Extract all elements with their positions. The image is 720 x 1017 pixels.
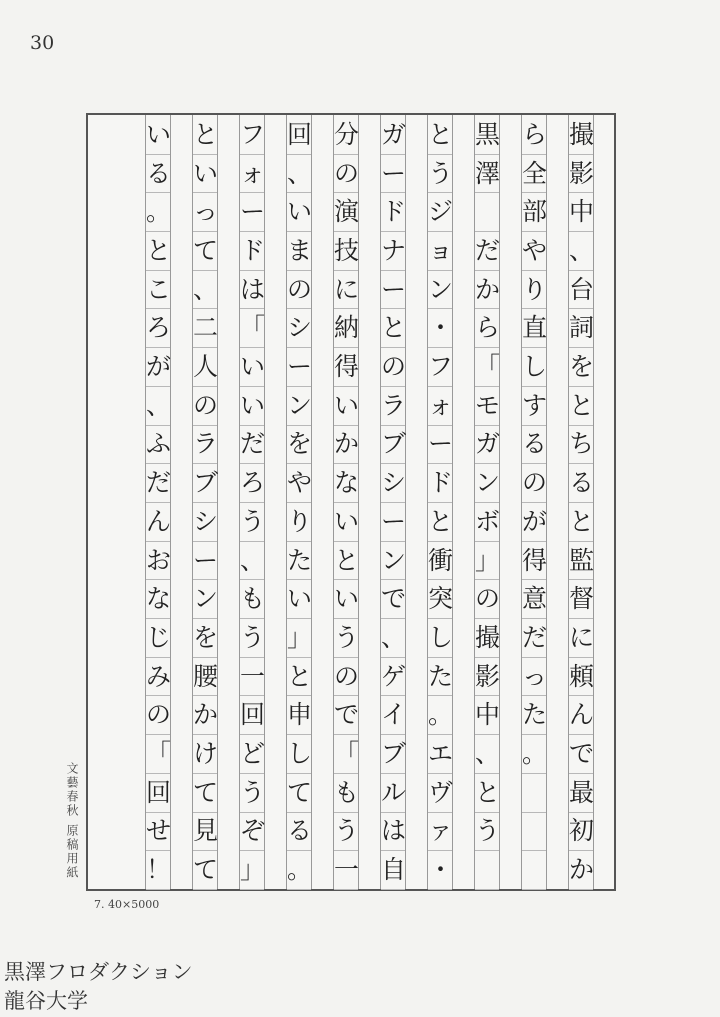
- manuscript-char: の: [522, 468, 548, 498]
- manuscript-char: い: [146, 119, 172, 149]
- manuscript-char: け: [193, 739, 219, 769]
- manuscript-char: ー: [287, 352, 313, 382]
- manuscript-char: 台: [569, 274, 595, 304]
- manuscript-char: だ: [475, 235, 501, 265]
- manuscript-char: て: [287, 777, 313, 807]
- manuscript-char: う: [240, 506, 266, 536]
- manuscript-char: 得: [522, 545, 548, 575]
- manuscript-column: [427, 115, 453, 889]
- manuscript-char: て: [193, 855, 219, 885]
- manuscript-char: ナ: [381, 235, 407, 265]
- manuscript-char: な: [334, 468, 360, 498]
- manuscript-char: シ: [381, 468, 407, 498]
- manuscript-char: や: [522, 235, 548, 265]
- manuscript-char: の: [381, 352, 407, 382]
- manuscript-char: と: [193, 119, 219, 149]
- manuscript-char: 」: [287, 622, 313, 652]
- manuscript-char: と: [146, 235, 172, 265]
- manuscript-char: し: [522, 352, 548, 382]
- manuscript-char: フ: [428, 352, 454, 382]
- manuscript-char: 中: [569, 197, 595, 227]
- manuscript-char: ろ: [146, 313, 172, 343]
- manuscript-char: 「: [475, 352, 501, 382]
- manuscript-char: 納: [334, 313, 360, 343]
- manuscript-char: 頼: [569, 661, 595, 691]
- manuscript-char: ・: [428, 313, 454, 343]
- manuscript-char: ん: [146, 506, 172, 536]
- manuscript-char: 二: [193, 313, 219, 343]
- manuscript-char: ド: [428, 468, 454, 498]
- manuscript-char: 。: [287, 855, 313, 885]
- manuscript-char: を: [193, 622, 219, 652]
- manuscript-char: ち: [569, 429, 595, 459]
- manuscript-char: 突: [428, 584, 454, 614]
- manuscript-char: ラ: [381, 390, 407, 420]
- manuscript-char: り: [287, 506, 313, 536]
- manuscript-char: な: [146, 584, 172, 614]
- manuscript-char: ら: [522, 119, 548, 149]
- manuscript-char: ぞ: [240, 816, 266, 846]
- manuscript-char: ー: [193, 545, 219, 575]
- manuscript-char: て: [193, 777, 219, 807]
- manuscript-char: ブ: [193, 468, 219, 498]
- manuscript-char: 黒: [475, 119, 501, 149]
- manuscript-char: 腰: [193, 661, 219, 691]
- manuscript-char: 、: [287, 158, 313, 188]
- manuscript-char: ラ: [193, 429, 219, 459]
- manuscript-char: ど: [240, 739, 266, 769]
- manuscript-char: っ: [522, 661, 548, 691]
- manuscript-char: ン: [287, 390, 313, 420]
- manuscript-char: 「: [334, 739, 360, 769]
- manuscript-char: [475, 199, 499, 224]
- manuscript-char: て: [193, 235, 219, 265]
- manuscript-char: と: [428, 506, 454, 536]
- manuscript-char: の: [334, 158, 360, 188]
- manuscript-char: モ: [475, 390, 501, 420]
- manuscript-char: た: [428, 661, 454, 691]
- manuscript-char: う: [334, 816, 360, 846]
- manuscript-char: 澤: [475, 158, 501, 188]
- manuscript-char: う: [475, 816, 501, 846]
- manuscript-char: 「: [240, 313, 266, 343]
- grid-cell: [522, 773, 546, 813]
- manuscript-char: い: [334, 390, 360, 420]
- manuscript-char: 分: [334, 119, 360, 149]
- manuscript-char: み: [146, 661, 172, 691]
- manuscript-char: う: [334, 622, 360, 652]
- manuscript-char: 。: [428, 700, 454, 730]
- manuscript-column: [380, 115, 406, 889]
- manuscript-char: た: [287, 545, 313, 575]
- manuscript-char: ン: [428, 274, 454, 304]
- manuscript-char: エ: [428, 739, 454, 769]
- manuscript-char: る: [569, 468, 595, 498]
- watermark-line-2: 龍谷大学: [4, 989, 88, 1013]
- manuscript-char: ヴ: [428, 777, 454, 807]
- paper-brand-label: 文藝春秋 原稿用紙: [65, 762, 79, 880]
- manuscript-column: [568, 115, 594, 889]
- manuscript-char: か: [334, 429, 360, 459]
- manuscript-char: 、: [146, 390, 172, 420]
- manuscript-column: [286, 115, 312, 889]
- manuscript-char: や: [287, 468, 313, 498]
- manuscript-char: で: [334, 700, 360, 730]
- page-number: 30: [30, 32, 55, 54]
- manuscript-char: だ: [146, 468, 172, 498]
- manuscript-char: う: [240, 622, 266, 652]
- manuscript-char: 最: [569, 777, 595, 807]
- manuscript-char: 中: [475, 700, 501, 730]
- manuscript-char: 意: [522, 584, 548, 614]
- manuscript-char: を: [569, 352, 595, 382]
- manuscript-char: が: [522, 506, 548, 536]
- manuscript-char: し: [428, 622, 454, 652]
- manuscript-char: 撮: [475, 622, 501, 652]
- manuscript-char: ・: [428, 855, 454, 885]
- manuscript-char: だ: [240, 429, 266, 459]
- manuscript-char: 「: [146, 739, 172, 769]
- manuscript-char: も: [334, 777, 360, 807]
- manuscript-char: の: [475, 584, 501, 614]
- manuscript-char: だ: [522, 622, 548, 652]
- manuscript-char: 一: [240, 661, 266, 691]
- manuscript-char: ド: [381, 197, 407, 227]
- manuscript-char: い: [240, 352, 266, 382]
- form-code: 7. 40×5000: [94, 898, 160, 911]
- manuscript-char: 申: [287, 700, 313, 730]
- manuscript-char: ン: [381, 545, 407, 575]
- manuscript-column: [333, 115, 359, 889]
- manuscript-char: と: [287, 661, 313, 691]
- manuscript-char: の: [193, 390, 219, 420]
- watermark: [4, 958, 193, 1016]
- manuscript-char: っ: [193, 197, 219, 227]
- manuscript-char: 演: [334, 197, 360, 227]
- manuscript-char: 監: [569, 545, 595, 575]
- manuscript-char: 」: [475, 545, 501, 575]
- manuscript-char: 影: [475, 661, 501, 691]
- manuscript-char: 撮: [569, 119, 595, 149]
- manuscript-char: は: [381, 816, 407, 846]
- manuscript-char: と: [569, 390, 595, 420]
- manuscript-char: 回: [287, 119, 313, 149]
- manuscript-char: を: [287, 429, 313, 459]
- manuscript-char: の: [287, 274, 313, 304]
- grid-cell: [475, 850, 499, 890]
- manuscript-char: 、: [193, 274, 219, 304]
- manuscript-char: 、: [240, 545, 266, 575]
- manuscript-char: ふ: [146, 429, 172, 459]
- manuscript-char: も: [240, 584, 266, 614]
- grid-cell: [522, 850, 546, 890]
- manuscript-char: 。: [522, 739, 548, 769]
- manuscript-column: [521, 115, 547, 889]
- manuscript-char: と: [475, 777, 501, 807]
- manuscript-char: は: [240, 274, 266, 304]
- manuscript-char: こ: [146, 274, 172, 304]
- manuscript-char: が: [146, 352, 172, 382]
- manuscript-column: [239, 115, 265, 889]
- manuscript-char: に: [569, 622, 595, 652]
- manuscript-char: ー: [381, 158, 407, 188]
- watermark-line-1: 黒澤フロダクション: [4, 960, 193, 984]
- manuscript-char: り: [522, 274, 548, 304]
- manuscript-char: ァ: [428, 816, 454, 846]
- manuscript-char: か: [193, 700, 219, 730]
- manuscript-char: 全: [522, 158, 548, 188]
- manuscript-char: 見: [193, 816, 219, 846]
- manuscript-char: ！: [146, 855, 172, 885]
- manuscript-char: イ: [381, 700, 407, 730]
- manuscript-char: ん: [569, 700, 595, 730]
- manuscript-char: ま: [287, 235, 313, 265]
- manuscript-char: 回: [146, 777, 172, 807]
- manuscript-char: ー: [381, 506, 407, 536]
- manuscript-char: ジ: [428, 197, 454, 227]
- manuscript-char: 技: [334, 235, 360, 265]
- manuscript-char: ン: [193, 584, 219, 614]
- manuscript-char: に: [334, 274, 360, 304]
- manuscript-char: ー: [381, 274, 407, 304]
- manuscript-char: で: [381, 584, 407, 614]
- manuscript-char: 」: [240, 855, 266, 885]
- manuscript-grid: [86, 113, 616, 891]
- manuscript-char: の: [146, 700, 172, 730]
- manuscript-char: ン: [475, 468, 501, 498]
- manuscript-char: 人: [193, 352, 219, 382]
- manuscript-char: 一: [334, 855, 360, 885]
- manuscript-column: [474, 115, 500, 889]
- manuscript-char: 、: [381, 622, 407, 652]
- manuscript-char: お: [146, 545, 172, 575]
- manuscript-char: い: [193, 158, 219, 188]
- manuscript-char: ル: [381, 777, 407, 807]
- manuscript-char: 自: [381, 855, 407, 885]
- manuscript-char: 詞: [569, 313, 595, 343]
- manuscript-char: し: [287, 739, 313, 769]
- manuscript-char: 、: [569, 235, 595, 265]
- manuscript-char: ー: [428, 429, 454, 459]
- manuscript-char: と: [334, 545, 360, 575]
- manuscript-char: る: [522, 429, 548, 459]
- manuscript-char: 督: [569, 584, 595, 614]
- manuscript-char: じ: [146, 622, 172, 652]
- manuscript-char: ブ: [381, 739, 407, 769]
- manuscript-char: 回: [240, 700, 266, 730]
- manuscript-char: ガ: [475, 429, 501, 459]
- manuscript-char: ゲ: [381, 661, 407, 691]
- manuscript-char: 。: [146, 197, 172, 227]
- manuscript-char: う: [240, 777, 266, 807]
- manuscript-char: ー: [240, 197, 266, 227]
- manuscript-char: る: [146, 158, 172, 188]
- manuscript-column: [145, 115, 171, 889]
- manuscript-char: の: [334, 661, 360, 691]
- manuscript-char: ろ: [240, 468, 266, 498]
- manuscript-char: 初: [569, 816, 595, 846]
- manuscript-char: い: [334, 506, 360, 536]
- manuscript-char: い: [287, 197, 313, 227]
- manuscript-char: す: [522, 390, 548, 420]
- manuscript-char: 得: [334, 352, 360, 382]
- manuscript-char: シ: [193, 506, 219, 536]
- manuscript-char: 直: [522, 313, 548, 343]
- manuscript-char: 、: [475, 739, 501, 769]
- manuscript-char: か: [475, 274, 501, 304]
- manuscript-char: ガ: [381, 119, 407, 149]
- manuscript-char: ォ: [240, 158, 266, 188]
- manuscript-column: [192, 115, 218, 889]
- manuscript-char: と: [428, 119, 454, 149]
- manuscript-char: た: [522, 700, 548, 730]
- manuscript-char: ボ: [475, 506, 501, 536]
- grid-cell: [522, 812, 546, 852]
- manuscript-char: シ: [287, 313, 313, 343]
- manuscript-char: 影: [569, 158, 595, 188]
- manuscript-char: る: [287, 816, 313, 846]
- manuscript-char: か: [569, 855, 595, 885]
- manuscript-char: で: [569, 739, 595, 769]
- manuscript-char: 部: [522, 197, 548, 227]
- manuscript-char: ブ: [381, 429, 407, 459]
- manuscript-char: 衝: [428, 545, 454, 575]
- manuscript-char: と: [569, 506, 595, 536]
- manuscript-char: い: [334, 584, 360, 614]
- manuscript-char: ド: [240, 235, 266, 265]
- manuscript-char: と: [381, 313, 407, 343]
- manuscript-char: せ: [146, 816, 172, 846]
- manuscript-char: ォ: [428, 390, 454, 420]
- manuscript-char: ョ: [428, 235, 454, 265]
- manuscript-char: フ: [240, 119, 266, 149]
- manuscript-char: ら: [475, 313, 501, 343]
- manuscript-char: い: [240, 390, 266, 420]
- manuscript-char: い: [287, 584, 313, 614]
- manuscript-char: う: [428, 158, 454, 188]
